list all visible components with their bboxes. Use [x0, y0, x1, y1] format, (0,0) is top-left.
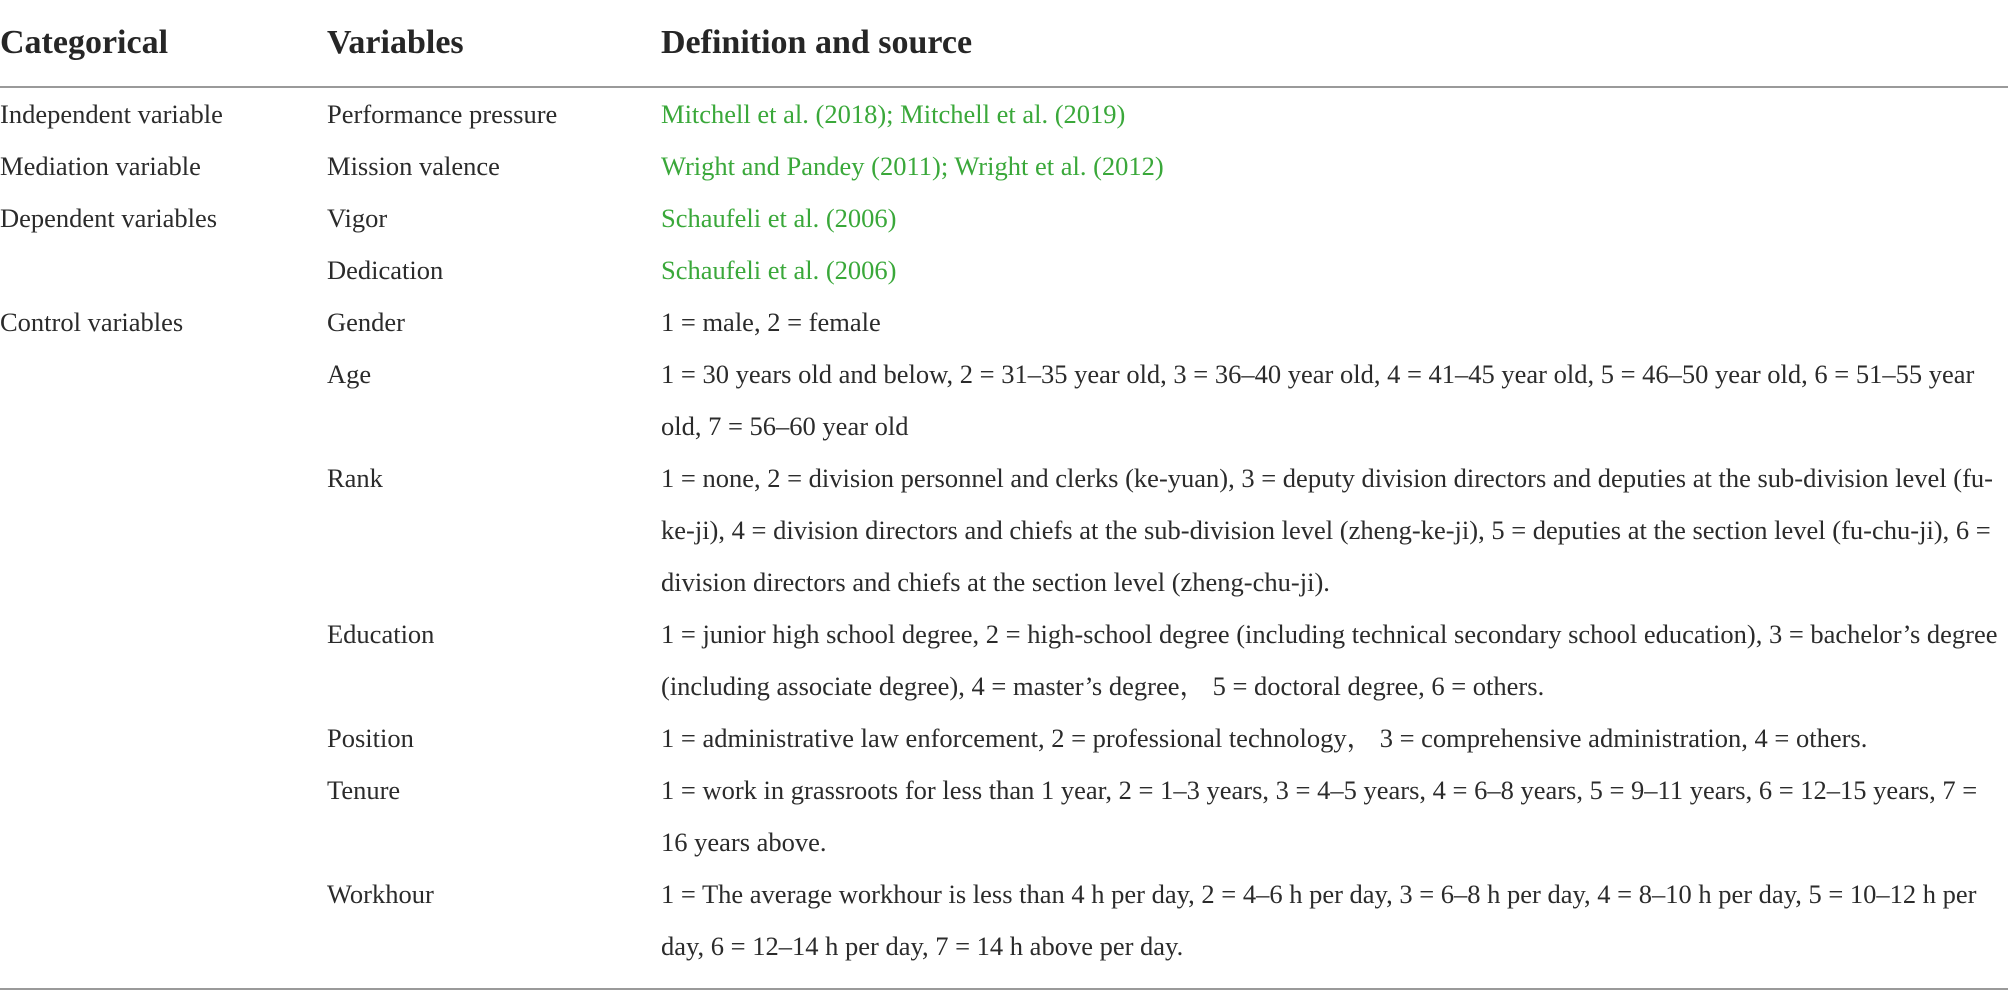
table-row: [0, 244, 2008, 296]
definition-cell: 1 = administrative law enforcement, 2 = professional technology， 3 = comprehensive administration, 4 = others.: [661, 723, 1868, 753]
table-header-row: [0, 0, 2008, 87]
variable-cell: Vigor: [327, 203, 388, 233]
category-cell: [0, 244, 327, 296]
category-cell: Control variables: [0, 307, 184, 337]
table-row: [0, 348, 2008, 452]
category-cell: [0, 868, 327, 989]
definition-cell: 1 = The average workhour is less than 4 h per day, 2 = 4–6 h per day, 3 = 6–8 h per day, 4 = 8–10 h per day, 5 = 10–12 h per day, 6 = 12–14 h per day, 7 = 14 h above per day.: [661, 868, 2008, 989]
category-cell: [0, 764, 327, 868]
definition-cell: 1 = work in grassroots for less than 1 year, 2 = 1–3 years, 3 = 4–5 years, 4 = 6–8 years, 5 = 9–11 years, 6 = 12–15 years, 7 = 16 years above.: [661, 775, 1978, 857]
table-row: [0, 764, 2008, 868]
table-row: [0, 868, 2008, 989]
source-reference-link[interactable]: Schaufeli et al. (2006): [661, 203, 897, 233]
variable-cell: Education: [327, 619, 435, 649]
source-reference-link[interactable]: Schaufeli et al. (2006): [661, 255, 897, 285]
definition-cell: 1 = none, 2 = division personnel and clerks (ke-yuan), 3 = deputy division directors and deputies at the sub-division level (fu-ke-ji), 4 = division directors and chiefs at the sub-division level (zheng-ke-ji), 5 = deputies at the section level (fu-chu-ji), 6 = division directors and chiefs at the section level (zheng-chu-ji).: [661, 463, 1994, 597]
table-row: [0, 296, 2008, 348]
category-cell: [0, 712, 327, 764]
category-cell: Dependent variables: [0, 203, 218, 233]
variable-cell: Performance pressure: [327, 99, 558, 129]
variable-cell: Position: [327, 723, 414, 753]
source-reference-link[interactable]: Mitchell et al. (2018); Mitchell et al. (2019): [661, 99, 1126, 129]
table-row: [0, 192, 2008, 244]
header-categorical: Categorical: [0, 0, 327, 87]
table-row: [0, 712, 2008, 764]
variable-cell: Rank: [327, 463, 383, 493]
variable-cell: Workhour: [327, 868, 661, 989]
definition-cell: 1 = junior high school degree, 2 = high-school degree (including technical secondary school education), 3 = bachelor’s degree (including associate degree), 4 = master’s degree， 5 = doctoral degree, 6 = others.: [661, 619, 1998, 701]
table-row: [0, 87, 2008, 140]
header-definition: Definition and source: [661, 0, 2008, 87]
variable-cell: Tenure: [327, 775, 401, 805]
variable-cell: Dedication: [327, 255, 444, 285]
source-reference-link[interactable]: Wright and Pandey (2011); Wright et al. (2012): [661, 151, 1164, 181]
category-cell: Mediation variable: [0, 151, 201, 181]
definition-cell: 1 = male, 2 = female: [661, 307, 881, 337]
header-variables: Variables: [327, 0, 661, 87]
variable-cell: Mission valence: [327, 151, 500, 181]
definition-cell: 1 = 30 years old and below, 2 = 31–35 year old, 3 = 36–40 year old, 4 = 41–45 year old, 5 = 46–50 year old, 6 = 51–55 year old, 7 = 56–60 year old: [661, 359, 1975, 441]
variable-cell: Age: [327, 359, 372, 389]
category-cell: [0, 608, 327, 712]
table-row: [0, 608, 2008, 712]
category-cell: [0, 348, 327, 452]
table-row: [0, 140, 2008, 192]
variable-cell: Gender: [327, 307, 405, 337]
table-row: [0, 452, 2008, 608]
category-cell: [0, 452, 327, 608]
category-cell: Independent variable: [0, 99, 223, 129]
